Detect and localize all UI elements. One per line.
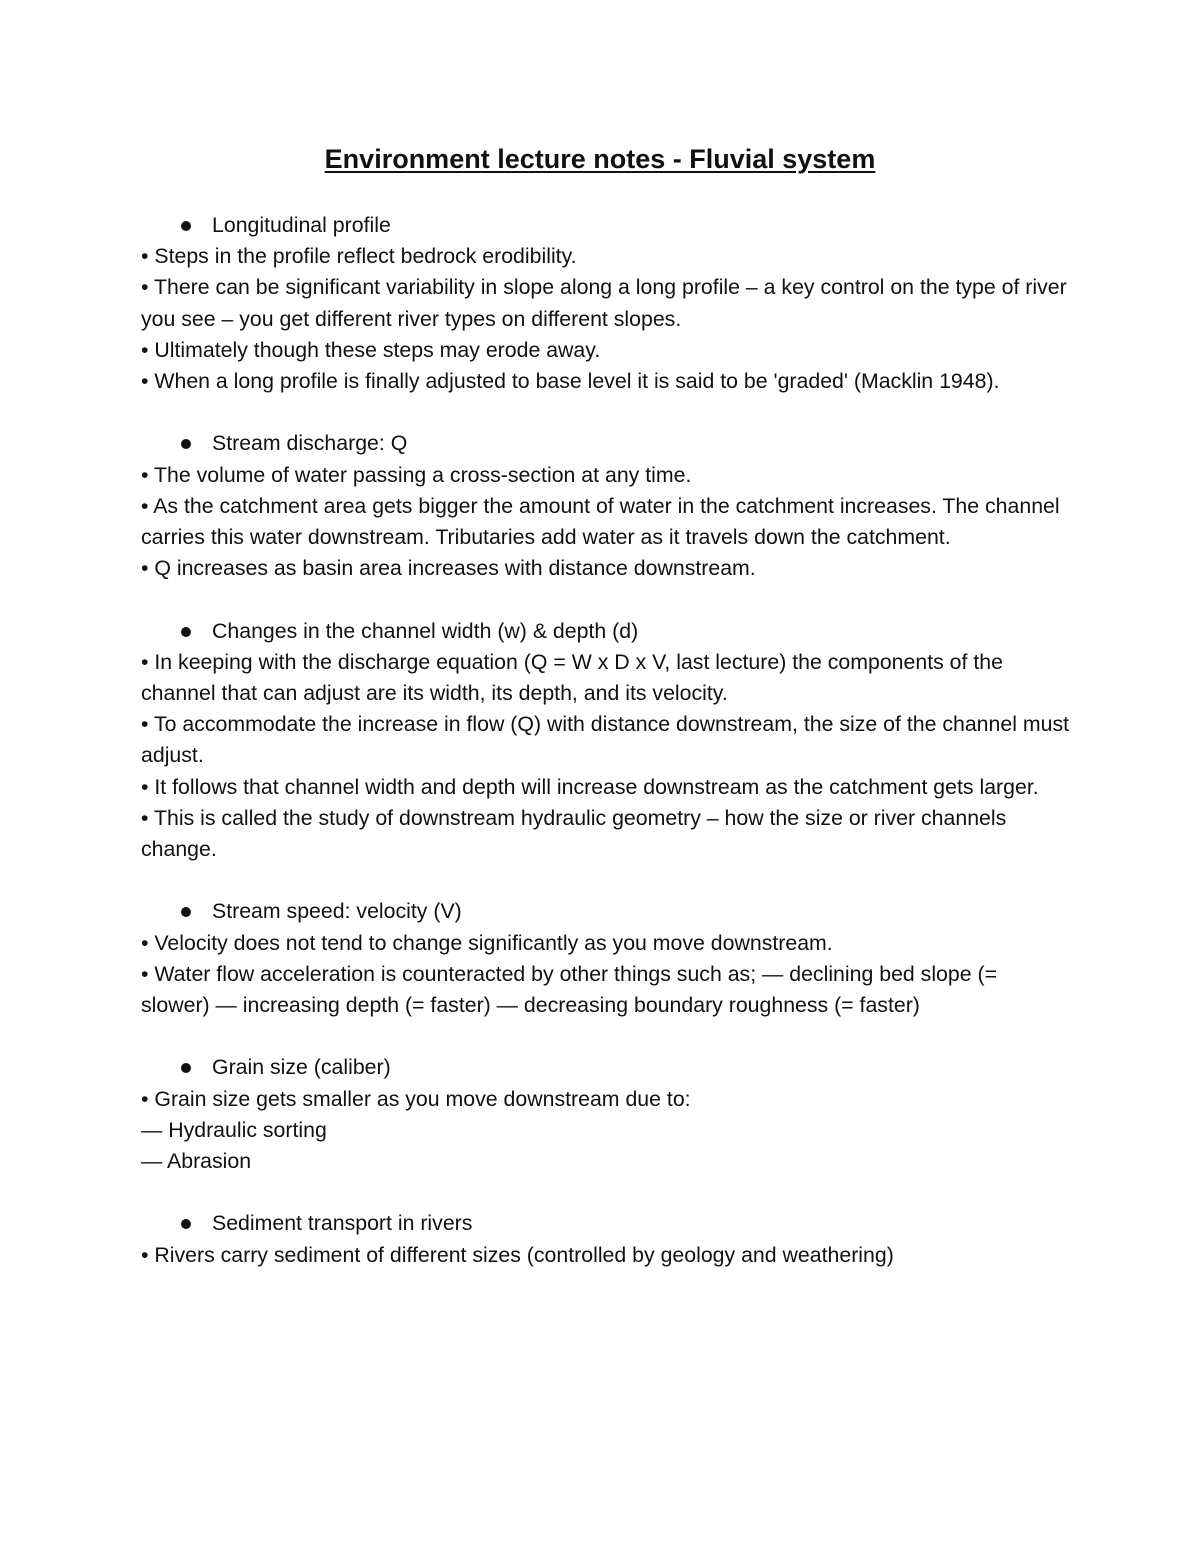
note-line: — Hydraulic sorting (141, 1117, 327, 1142)
bullet-icon (181, 221, 191, 231)
note-line: — Abrasion (141, 1149, 252, 1174)
section-heading (141, 1052, 1071, 1083)
bullet-icon (181, 907, 191, 917)
note-line: • As the catchment area gets bigger the amount of water in the catchment increases. The channel carries this water downstream. Tributaries add water as it travels down the catchment. (141, 493, 1060, 550)
section-stream-speed (141, 896, 1071, 1021)
section-stream-discharge (141, 428, 1071, 584)
section-heading-text: Grain size (caliber) (212, 1055, 391, 1080)
bullet-icon (181, 439, 191, 449)
note-line: • Grain size gets smaller as you move downstream due to: (141, 1086, 691, 1111)
note-line: • Q increases as basin area increases with distance downstream. (141, 556, 756, 581)
section-heading (141, 616, 1071, 647)
bullet-icon (181, 1063, 191, 1073)
bullet-icon (181, 627, 191, 637)
section-heading-text: Changes in the channel width (w) & depth (d) (212, 618, 639, 643)
note-line: • Ultimately though these steps may erode away. (141, 337, 601, 362)
section-sediment-transport (141, 1208, 1071, 1270)
section-longitudinal-profile (141, 210, 1071, 397)
bullet-icon (181, 1219, 191, 1229)
note-line: • Water flow acceleration is counteracted by other things such as; — declining bed slope (= slower) — increasing depth (= faster) — decreasing boundary roughness (= faster) (141, 961, 998, 1018)
note-line: • In keeping with the discharge equation (Q = W x D x V, last lecture) the components of the channel that can adjust are its width, its depth, and its velocity. (141, 649, 1003, 706)
note-line: • Velocity does not tend to change significantly as you move downstream. (141, 930, 833, 955)
note-line: • To accommodate the increase in flow (Q) with distance downstream, the size of the channel must adjust. (141, 712, 1070, 768)
section-heading (141, 896, 1071, 927)
notes-body (141, 210, 1071, 1302)
note-line: • The volume of water passing a cross-section at any time. (141, 462, 692, 487)
section-channel-width-depth (141, 616, 1071, 866)
section-heading-text: Stream discharge: Q (212, 431, 408, 456)
page-title: Environment lecture notes - Fluvial system (324, 144, 876, 174)
note-line: • It follows that channel width and depth will increase downstream as the catchment gets larger. (141, 774, 1039, 799)
note-line: • This is called the study of downstream hydraulic geometry – how the size or river channels change. (141, 805, 1007, 862)
note-line: • Steps in the profile reflect bedrock erodibility. (141, 244, 577, 269)
section-heading-text: Stream speed: velocity (V) (212, 899, 462, 924)
section-heading (141, 1208, 1071, 1239)
note-line: • When a long profile is finally adjusted to base level it is said to be 'graded' (Macklin 1948). (141, 369, 1000, 394)
section-heading-text: Longitudinal profile (212, 213, 391, 237)
section-heading (141, 428, 1071, 459)
section-heading (141, 210, 1071, 241)
section-heading-text: Sediment transport in rivers (212, 1211, 473, 1236)
section-grain-size (141, 1052, 1071, 1177)
note-line: • Rivers carry sediment of different sizes (controlled by geology and weathering) (141, 1242, 894, 1267)
note-line: • There can be significant variability in slope along a long profile – a key control on the type of river you see – you get different river types on different slopes. (141, 275, 1067, 331)
